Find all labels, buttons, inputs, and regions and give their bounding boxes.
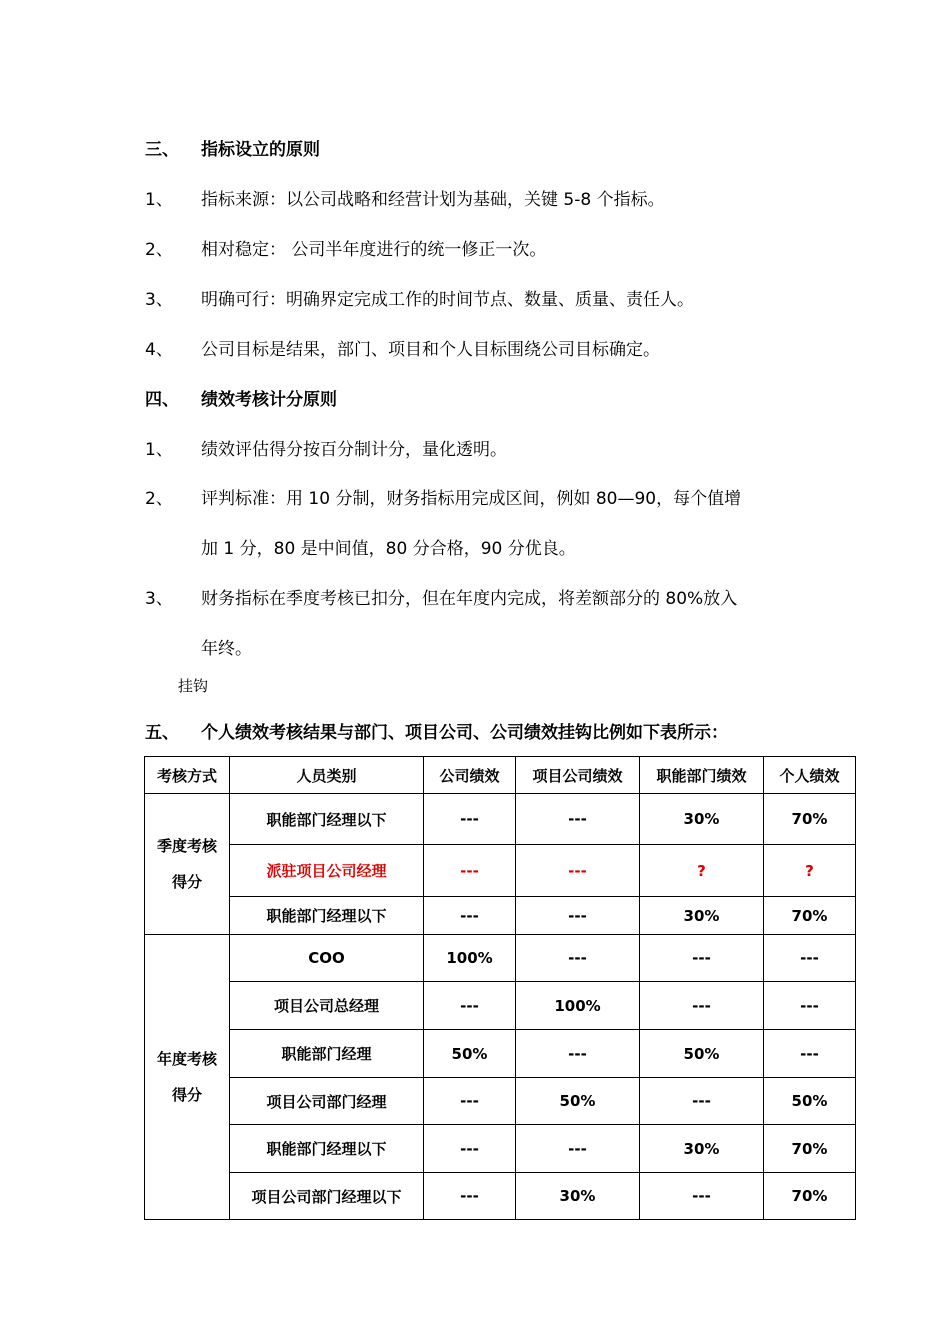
quarterly-assessment-cell [145,794,230,935]
item-text: 明确可行：明确界定完成工作的时间节点、数量、质量、责任人。 [201,290,694,310]
item-number: 3、 [145,290,173,310]
item-number: 3、 [145,589,173,609]
dept-cell: 30% [640,897,764,935]
item-number: 2、 [145,240,173,260]
company-cell: --- [424,1125,516,1173]
column-header: 个人绩效 [764,757,856,794]
table-header-row [145,757,856,794]
project-cell: --- [516,935,640,982]
company-cell: --- [424,794,516,845]
personal-cell: 70% [764,794,856,845]
company-cell: --- [424,1078,516,1125]
row-group-label: 年度考核 [156,1050,217,1068]
personal-cell: 70% [764,1173,856,1220]
personal-cell: 50% [764,1078,856,1125]
company-cell: 50% [424,1030,516,1078]
annual-assessment-cell [145,935,230,1220]
dept-cell: --- [640,1078,764,1125]
category-cell: 项目公司部门经理以下 [230,1173,424,1220]
dept-cell: --- [640,982,764,1030]
personal-cell: --- [764,935,856,982]
category-cell: 派驻项目公司经理 [230,845,424,897]
item-text: 年终。 [201,639,252,659]
table-row [145,1173,856,1220]
project-cell: 30% [516,1173,640,1220]
project-cell: --- [516,1030,640,1078]
table-row [145,1078,856,1125]
company-cell: 100% [424,935,516,982]
company-cell: --- [424,845,516,897]
company-cell: --- [424,982,516,1030]
personal-cell: 70% [764,1125,856,1173]
section-number: 三、 [145,140,179,160]
table-row [145,982,856,1030]
row-group-label: 季度考核 [156,837,217,855]
category-cell: 项目公司部门经理 [230,1078,424,1125]
table-row [145,1030,856,1078]
category-cell: 职能部门经理以下 [230,794,424,845]
company-cell: --- [424,1173,516,1220]
item-text: 绩效评估得分按百分制计分，量化透明。 [201,440,507,460]
column-header: 职能部门绩效 [640,757,764,794]
project-cell: 50% [516,1078,640,1125]
company-cell: --- [424,897,516,935]
table-row [145,794,856,845]
dept-cell: 30% [640,1125,764,1173]
performance-ratio-table [144,756,856,1220]
item-text: 相对稳定： 公司半年度进行的统一修正一次。 [201,240,547,260]
item-number: 4、 [145,340,173,360]
column-header: 人员类别 [230,757,424,794]
column-header: 项目公司绩效 [516,757,640,794]
item-number: 1、 [145,190,173,210]
row-group-label: 得分 [171,1086,202,1104]
project-cell: --- [516,897,640,935]
section-number: 五、 [145,723,179,743]
table-row [145,935,856,982]
dept-cell: 50% [640,1030,764,1078]
section-title: 个人绩效考核结果与部门、项目公司、公司绩效挂钩比例如下表所示： [201,723,728,743]
project-cell: --- [516,1125,640,1173]
category-cell: 职能部门经理以下 [230,897,424,935]
item-text: 加 1 分，80 是中间值，80 分合格，90 分优良。 [201,539,576,559]
table-row [145,1125,856,1173]
project-cell: --- [516,794,640,845]
column-header: 公司绩效 [424,757,516,794]
section-title: 绩效考核计分原则 [201,390,337,410]
column-header: 考核方式 [145,757,230,794]
personal-cell: 70% [764,897,856,935]
personal-cell: --- [764,1030,856,1078]
item-text: 评判标准：用 10 分制，财务指标用完成区间，例如 80—90，每个值增 [201,489,742,509]
project-cell: --- [516,845,640,897]
item-number: 2、 [145,489,173,509]
note-text: 挂钩 [178,677,209,695]
section-title: 指标设立的原则 [201,140,320,160]
dept-cell: --- [640,935,764,982]
project-cell: 100% [516,982,640,1030]
section-number: 四、 [145,390,179,410]
category-cell: COO [230,935,424,982]
dept-cell: --- [640,1173,764,1220]
personal-cell: ? [764,845,856,897]
table-row [145,845,856,897]
row-group-label: 得分 [171,873,202,891]
item-text: 指标来源：以公司战略和经营计划为基础，关键 5-8 个指标。 [201,190,665,210]
dept-cell: 30% [640,794,764,845]
personal-cell: --- [764,982,856,1030]
dept-cell: ? [640,845,764,897]
category-cell: 项目公司总经理 [230,982,424,1030]
item-text: 财务指标在季度考核已扣分，但在年度内完成，将差额部分的 80%放入 [201,589,738,609]
item-number: 1、 [145,440,173,460]
category-cell: 职能部门经理 [230,1030,424,1078]
category-cell: 职能部门经理以下 [230,1125,424,1173]
table-row [145,897,856,935]
item-text: 公司目标是结果，部门、项目和个人目标围绕公司目标确定。 [201,340,660,360]
